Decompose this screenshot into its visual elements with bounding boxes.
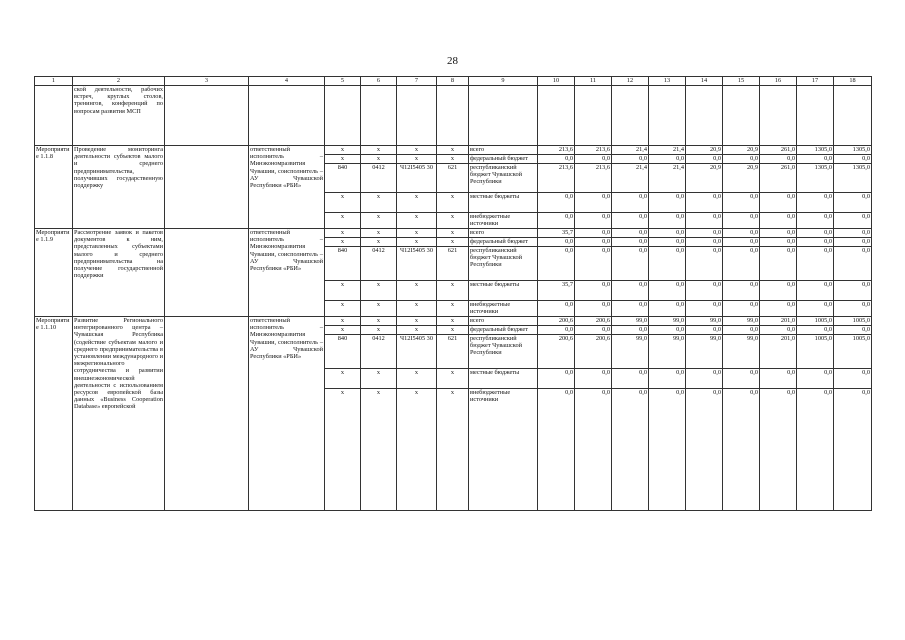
- measure-name-cell: ской деятельности, рабочих встреч, круглых столов, тренингов, конференций по вопросам развития МСП: [73, 86, 165, 146]
- funding-value: 261,0: [760, 164, 797, 193]
- grbs-code: x: [325, 193, 361, 213]
- funding-value: 99,0: [686, 335, 723, 369]
- funding-value: 0,0: [538, 213, 575, 229]
- funding-value: 0,0: [797, 193, 834, 213]
- funding-source: республиканский бюджет Чувашской Республики: [469, 164, 538, 193]
- empty-cell: [325, 86, 361, 146]
- funding-value: 20,9: [686, 164, 723, 193]
- funding-value: 0,0: [797, 247, 834, 281]
- funding-value: 0,0: [575, 389, 612, 511]
- funding-value: 21,4: [649, 146, 686, 155]
- measure-name: Рассмотрение заявок и пакетов документов к ним, представленных субъектами малого и среднего предпринимательства на получение государственной поддержки: [73, 229, 165, 317]
- grbs-code: 840: [325, 335, 361, 369]
- grbs-code: x: [325, 317, 361, 326]
- funding-value: 0,0: [797, 155, 834, 164]
- funding-value: 0,0: [760, 238, 797, 247]
- funding-value: 0,0: [723, 389, 760, 511]
- funding-value: 0,0: [723, 281, 760, 301]
- grbs-code: x: [325, 229, 361, 238]
- target-article-code: x: [397, 229, 437, 238]
- funding-value: 0,0: [686, 326, 723, 335]
- expense-type-code: x: [437, 146, 469, 155]
- funding-value: 0,0: [723, 155, 760, 164]
- section-code: x: [361, 213, 397, 229]
- target-article-code: x: [397, 213, 437, 229]
- funding-value: 0,0: [723, 193, 760, 213]
- funding-value: 0,0: [723, 369, 760, 389]
- column-number: 5: [325, 77, 361, 86]
- funding-value: 1305,0: [797, 164, 834, 193]
- section-code: 0412: [361, 164, 397, 193]
- expense-type-code: x: [437, 281, 469, 301]
- column-number: 12: [612, 77, 649, 86]
- funding-value: 0,0: [575, 213, 612, 229]
- funding-value: 0,0: [538, 389, 575, 511]
- funding-value: 0,0: [612, 326, 649, 335]
- funding-value: 0,0: [686, 213, 723, 229]
- funding-value: 1005,0: [797, 317, 834, 326]
- funding-value: 0,0: [760, 301, 797, 317]
- funding-value: 1005,0: [834, 317, 872, 326]
- section-code: x: [361, 369, 397, 389]
- funding-value: 99,0: [649, 317, 686, 326]
- funding-source: всего: [469, 229, 538, 238]
- funding-value: 0,0: [575, 326, 612, 335]
- expense-type-code: x: [437, 229, 469, 238]
- expense-type-code: x: [437, 213, 469, 229]
- funding-value: 0,0: [575, 193, 612, 213]
- funding-value: 0,0: [797, 301, 834, 317]
- section-code: x: [361, 238, 397, 247]
- funding-value: 99,0: [649, 335, 686, 369]
- expense-type-code: 621: [437, 247, 469, 281]
- target-article-code: x: [397, 146, 437, 155]
- section-code: x: [361, 317, 397, 326]
- funding-value: 0,0: [686, 389, 723, 511]
- section-code: x: [361, 301, 397, 317]
- funding-value: 0,0: [649, 238, 686, 247]
- funding-value: 0,0: [575, 238, 612, 247]
- funding-value: 20,9: [723, 164, 760, 193]
- funding-value: 200,6: [575, 335, 612, 369]
- empty-cell: [538, 86, 575, 146]
- section-code: x: [361, 193, 397, 213]
- funding-source: всего: [469, 146, 538, 155]
- column-number: 14: [686, 77, 723, 86]
- grbs-code: x: [325, 155, 361, 164]
- funding-value: 0,0: [797, 326, 834, 335]
- funding-value: 99,0: [723, 317, 760, 326]
- funding-value: 0,0: [760, 326, 797, 335]
- section-code: x: [361, 146, 397, 155]
- funding-source: федеральный бюджет: [469, 326, 538, 335]
- section-code: x: [361, 389, 397, 511]
- funding-value: 0,0: [834, 281, 872, 301]
- funding-value: 0,0: [797, 389, 834, 511]
- funding-value: 200,6: [538, 317, 575, 326]
- funding-value: 0,0: [834, 229, 872, 238]
- funding-value: 99,0: [686, 317, 723, 326]
- column-number: 6: [361, 77, 397, 86]
- funding-value: 213,6: [575, 146, 612, 155]
- expense-type-code: x: [437, 389, 469, 511]
- funding-source: внебюджетные источники: [469, 301, 538, 317]
- measure-code: Мероприятие 1.1.10: [35, 317, 73, 511]
- funding-value: 0,0: [834, 247, 872, 281]
- expense-type-code: x: [437, 317, 469, 326]
- grbs-code: x: [325, 369, 361, 389]
- funding-value: 0,0: [575, 301, 612, 317]
- empty-cell: [612, 86, 649, 146]
- page-number: 28: [447, 55, 458, 67]
- funding-value: 21,4: [612, 164, 649, 193]
- funding-value: 0,0: [686, 155, 723, 164]
- target-article-code: x: [397, 238, 437, 247]
- funding-value: 0,0: [538, 326, 575, 335]
- funding-value: 0,0: [612, 247, 649, 281]
- column-number: 18: [834, 77, 872, 86]
- executor: ответственный исполнитель – Минэкономразвития Чувашии, соисполнитель – АУ Чувашской Республики «РБИ»: [249, 146, 325, 229]
- funding-value: 0,0: [575, 247, 612, 281]
- target-article-code: Ч12I5405 30: [397, 164, 437, 193]
- empty-cell: [649, 86, 686, 146]
- funding-value: 99,0: [612, 317, 649, 326]
- funding-value: 1005,0: [797, 335, 834, 369]
- funding-value: 201,0: [760, 317, 797, 326]
- funding-value: 1305,0: [834, 146, 872, 155]
- funding-value: 200,6: [538, 335, 575, 369]
- funding-value: 0,0: [686, 238, 723, 247]
- column-number: 13: [649, 77, 686, 86]
- empty-cell: [723, 86, 760, 146]
- funding-value: 0,0: [834, 326, 872, 335]
- funding-value: 0,0: [686, 229, 723, 238]
- funding-value: 0,0: [612, 193, 649, 213]
- funding-value: 0,0: [612, 301, 649, 317]
- expense-type-code: x: [437, 369, 469, 389]
- funding-value: 0,0: [649, 301, 686, 317]
- column-number: 3: [165, 77, 249, 86]
- funding-value: 0,0: [723, 213, 760, 229]
- funding-value: 0,0: [649, 213, 686, 229]
- funding-value: 0,0: [760, 155, 797, 164]
- funding-value: 0,0: [760, 369, 797, 389]
- grbs-code: x: [325, 326, 361, 335]
- funding-row: [35, 229, 872, 238]
- funding-value: 0,0: [575, 229, 612, 238]
- grbs-code: x: [325, 301, 361, 317]
- funding-value: 0,0: [538, 369, 575, 389]
- column-number: 16: [760, 77, 797, 86]
- measure-name: Развитие Регионального интегрированного центра – Чувашская Республика (содействие субъектам малого и среднего предпринимательства в установлении международного и межрегионального сотрудничества и развитии внешнеэкономической деятельности с использованием ресурсов европейской базы данных «Business Cooperation Database» европейской: [73, 317, 165, 511]
- funding-value: 0,0: [797, 238, 834, 247]
- grbs-code: 840: [325, 164, 361, 193]
- target-article-code: x: [397, 301, 437, 317]
- column-number: 2: [73, 77, 165, 86]
- column-number: 11: [575, 77, 612, 86]
- column-number: 8: [437, 77, 469, 86]
- empty-cell: [686, 86, 723, 146]
- funding-value: 0,0: [649, 247, 686, 281]
- section-code: x: [361, 155, 397, 164]
- funding-value: 0,0: [686, 247, 723, 281]
- measure-name: Проведение мониторинга деятельности субъектов малого и среднего предпринимательства, получивших государственную поддержку: [73, 146, 165, 229]
- funding-value: 0,0: [649, 281, 686, 301]
- empty-cell: [397, 86, 437, 146]
- funding-value: 0,0: [538, 247, 575, 281]
- funding-value: 0,0: [797, 281, 834, 301]
- funding-value: 0,0: [760, 229, 797, 238]
- funding-value: 20,9: [723, 146, 760, 155]
- measure-code: Мероприятие 1.1.8: [35, 146, 73, 229]
- funding-value: 0,0: [649, 229, 686, 238]
- funding-value: 0,0: [760, 193, 797, 213]
- funding-value: 261,0: [760, 146, 797, 155]
- funding-value: 0,0: [834, 238, 872, 247]
- target-article-code: x: [397, 155, 437, 164]
- funding-value: 0,0: [649, 193, 686, 213]
- funding-source: внебюджетные источники: [469, 389, 538, 511]
- funding-value: 0,0: [760, 247, 797, 281]
- funding-value: 35,7: [538, 281, 575, 301]
- measure-code-cell: [35, 86, 73, 146]
- executor: ответственный исполнитель – Минэкономразвития Чувашии, соисполнитель – АУ Чувашской Республики «РБИ»: [249, 229, 325, 317]
- funding-value: 0,0: [612, 281, 649, 301]
- funding-value: 0,0: [575, 369, 612, 389]
- grbs-code: x: [325, 213, 361, 229]
- expense-type-code: x: [437, 301, 469, 317]
- column-number: 17: [797, 77, 834, 86]
- funding-value: 0,0: [797, 369, 834, 389]
- empty-cell: [249, 86, 325, 146]
- column-number: 7: [397, 77, 437, 86]
- column-number: 9: [469, 77, 538, 86]
- funding-value: 1305,0: [797, 146, 834, 155]
- funding-value: 0,0: [538, 155, 575, 164]
- funding-value: 0,0: [612, 229, 649, 238]
- expense-type-code: x: [437, 155, 469, 164]
- funding-value: 0,0: [649, 369, 686, 389]
- funding-value: 0,0: [649, 155, 686, 164]
- expense-type-code: x: [437, 193, 469, 213]
- funding-value: 0,0: [538, 193, 575, 213]
- funding-source: всего: [469, 317, 538, 326]
- funding-value: 0,0: [797, 213, 834, 229]
- funding-row: [35, 146, 872, 155]
- funding-source: республиканский бюджет Чувашской Республики: [469, 335, 538, 369]
- funding-value: 0,0: [760, 213, 797, 229]
- funding-source: республиканский бюджет Чувашской Республики: [469, 247, 538, 281]
- funding-value: 213,6: [538, 164, 575, 193]
- funding-source: местные бюджеты: [469, 193, 538, 213]
- expense-type-code: 621: [437, 335, 469, 369]
- empty-cell: [437, 86, 469, 146]
- funding-value: 213,6: [575, 164, 612, 193]
- funding-value: 0,0: [686, 301, 723, 317]
- expense-type-code: x: [437, 326, 469, 335]
- funding-row: [35, 317, 872, 326]
- funding-value: 0,0: [612, 238, 649, 247]
- funding-value: 0,0: [760, 281, 797, 301]
- funding-value: 0,0: [834, 369, 872, 389]
- empty-cell: [165, 86, 249, 146]
- section-code: 0412: [361, 335, 397, 369]
- empty-cell: [469, 86, 538, 146]
- column-number: 1: [35, 77, 73, 86]
- funding-source: федеральный бюджет: [469, 238, 538, 247]
- funding-value: 0,0: [723, 238, 760, 247]
- funding-value: 0,0: [723, 326, 760, 335]
- funding-value: 0,0: [538, 238, 575, 247]
- column-number: 15: [723, 77, 760, 86]
- measure-code: Мероприятие 1.1.9: [35, 229, 73, 317]
- column-number: 4: [249, 77, 325, 86]
- funding-source: местные бюджеты: [469, 369, 538, 389]
- empty-cell: [797, 86, 834, 146]
- grbs-code: x: [325, 238, 361, 247]
- funding-value: 0,0: [686, 369, 723, 389]
- target-article-code: x: [397, 389, 437, 511]
- funding-value: 201,0: [760, 335, 797, 369]
- funding-value: 0,0: [834, 213, 872, 229]
- funding-value: 0,0: [575, 281, 612, 301]
- target-article-code: Ч12I5405 30: [397, 335, 437, 369]
- funding-value: 99,0: [612, 335, 649, 369]
- executor: ответственный исполнитель – Минэкономразвития Чувашии, соисполнитель – АУ Чувашской Республики «РБИ»: [249, 317, 325, 511]
- section-code: x: [361, 281, 397, 301]
- target-article-code: x: [397, 369, 437, 389]
- funding-value: 20,9: [686, 146, 723, 155]
- empty-cell: [760, 86, 797, 146]
- section-code: 0412: [361, 247, 397, 281]
- funding-value: 0,0: [686, 281, 723, 301]
- funding-value: 0,0: [760, 389, 797, 511]
- funding-value: 0,0: [723, 247, 760, 281]
- funding-value: 0,0: [834, 193, 872, 213]
- expense-type-code: x: [437, 238, 469, 247]
- column-number-row: [35, 77, 872, 86]
- section-code: x: [361, 229, 397, 238]
- funding-value: 0,0: [834, 389, 872, 511]
- goal-cell: [165, 229, 249, 317]
- funding-value: 0,0: [723, 301, 760, 317]
- funding-value: 0,0: [686, 193, 723, 213]
- funding-value: 0,0: [612, 213, 649, 229]
- funding-value: 21,4: [649, 164, 686, 193]
- funding-source: федеральный бюджет: [469, 155, 538, 164]
- empty-cell: [361, 86, 397, 146]
- funding-value: 0,0: [612, 155, 649, 164]
- section-code: x: [361, 326, 397, 335]
- grbs-code: x: [325, 281, 361, 301]
- goal-cell: [165, 146, 249, 229]
- program-funding-table: [34, 76, 872, 511]
- grbs-code: 840: [325, 247, 361, 281]
- expense-type-code: 621: [437, 164, 469, 193]
- target-article-code: x: [397, 193, 437, 213]
- target-article-code: x: [397, 317, 437, 326]
- grbs-code: x: [325, 146, 361, 155]
- empty-cell: [575, 86, 612, 146]
- target-article-code: x: [397, 326, 437, 335]
- funding-value: 35,7: [538, 229, 575, 238]
- funding-value: 0,0: [575, 155, 612, 164]
- funding-value: 0,0: [797, 229, 834, 238]
- funding-value: 21,4: [612, 146, 649, 155]
- target-article-code: Ч12I5405 30: [397, 247, 437, 281]
- funding-value: 0,0: [649, 326, 686, 335]
- target-article-code: x: [397, 281, 437, 301]
- funding-value: 200,6: [575, 317, 612, 326]
- funding-value: 0,0: [612, 389, 649, 511]
- funding-value: 1305,0: [834, 164, 872, 193]
- goal-cell: [165, 317, 249, 511]
- funding-source: внебюджетные источники: [469, 213, 538, 229]
- funding-value: 99,0: [723, 335, 760, 369]
- funding-value: 0,0: [723, 229, 760, 238]
- funding-source: местные бюджеты: [469, 281, 538, 301]
- empty-cell: [834, 86, 872, 146]
- funding-value: 0,0: [612, 369, 649, 389]
- continuation-row: [35, 86, 872, 146]
- funding-value: 1005,0: [834, 335, 872, 369]
- column-number: 10: [538, 77, 575, 86]
- funding-value: 0,0: [834, 155, 872, 164]
- funding-value: 0,0: [538, 301, 575, 317]
- grbs-code: x: [325, 389, 361, 511]
- funding-value: 213,6: [538, 146, 575, 155]
- funding-value: 0,0: [649, 389, 686, 511]
- funding-value: 0,0: [834, 301, 872, 317]
